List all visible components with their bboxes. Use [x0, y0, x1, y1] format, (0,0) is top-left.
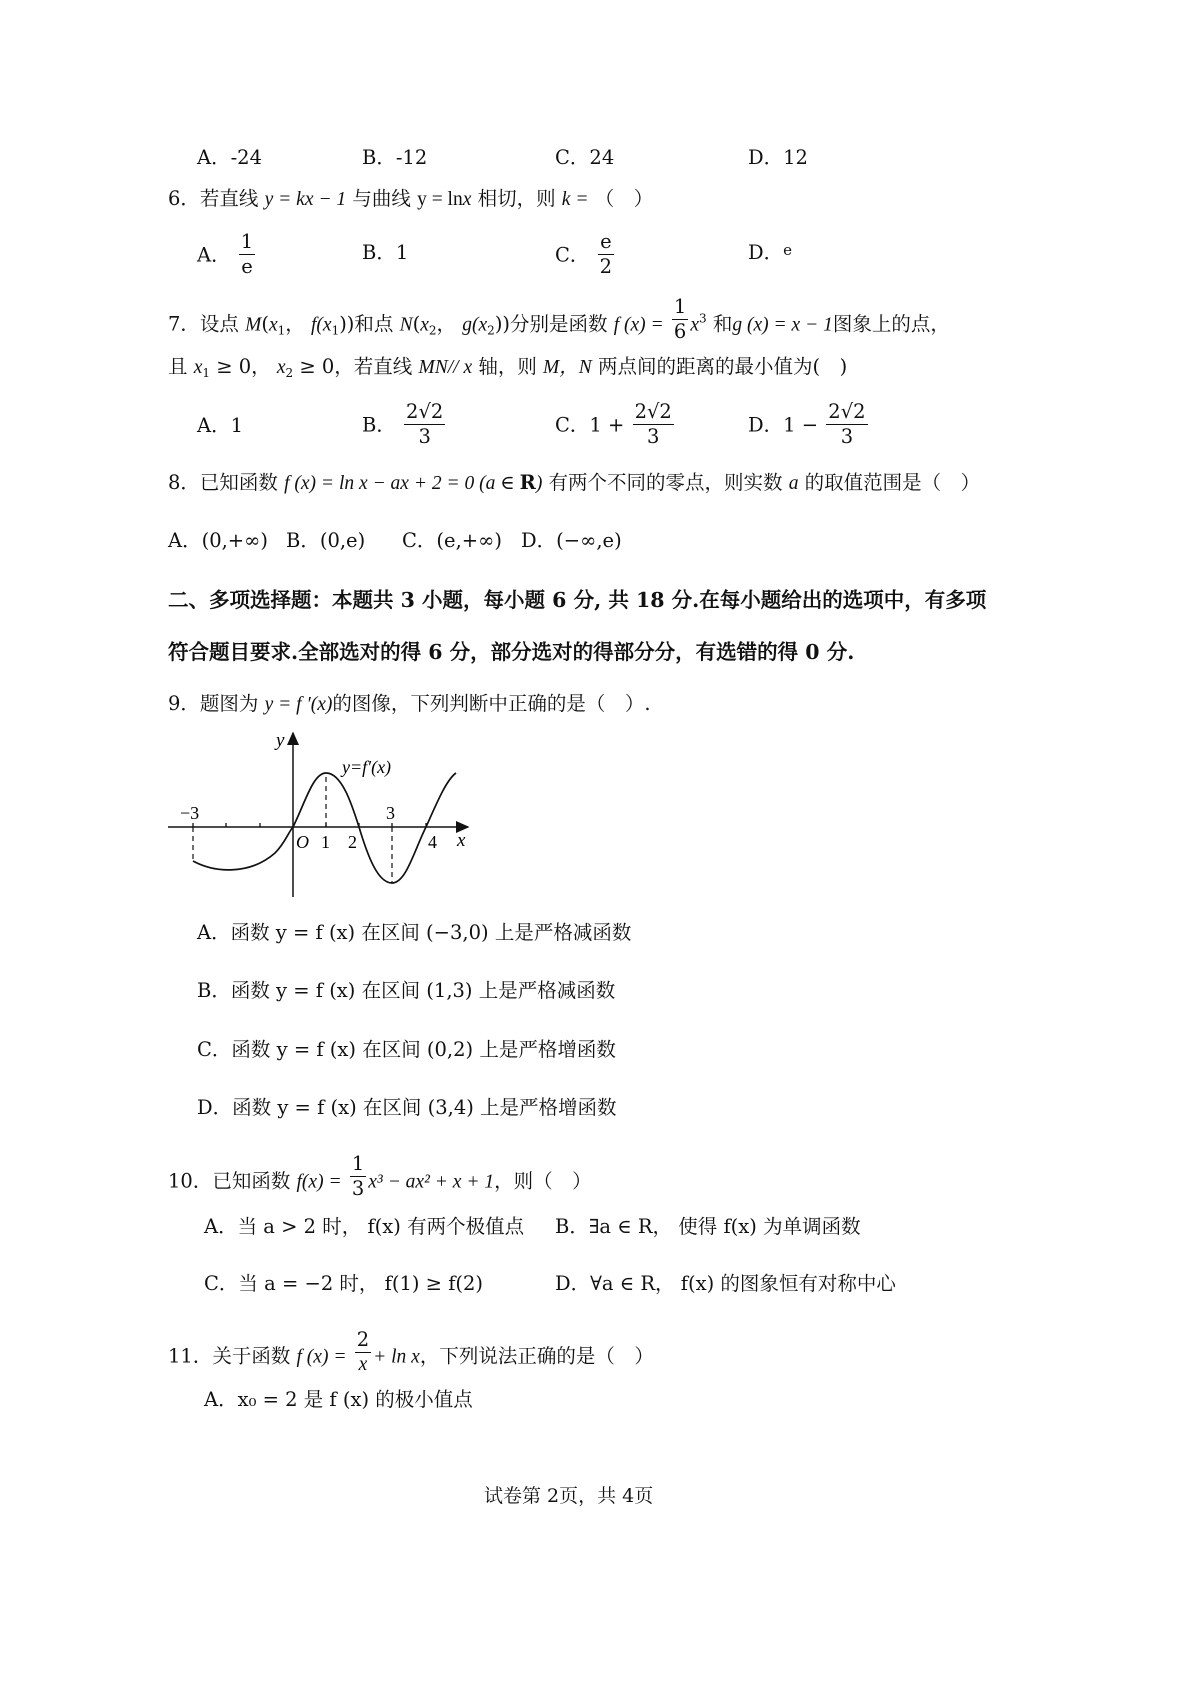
q7-MN: MN	[418, 357, 448, 378]
q6-option-d-val: e	[783, 241, 793, 259]
q7-line2-text: 且	[168, 355, 194, 378]
q11-frac-den: x	[358, 1354, 368, 1376]
q6-option-c-label: C．	[555, 243, 590, 267]
q10-option-d: D．∀a ∈ R， f(x) 的图象恒有对称中心	[555, 1272, 896, 1295]
q7-option-d-den: 3	[840, 425, 854, 449]
graph-tick-label-2: 2	[348, 832, 357, 852]
q7-x1: x	[268, 314, 278, 336]
q9-option-c: C．函数 y = f (x) 在区间 (0,2) 上是严格增函数	[197, 1038, 616, 1061]
q8-text-c: 的取值范围是（ ）	[798, 471, 981, 494]
q7-option-b	[362, 402, 447, 448]
q6-line-expr: y = kx − 1	[264, 189, 347, 210]
q9-option-b: B．函数 y = f (x) 在区间 (1,3) 上是严格减函数	[197, 979, 616, 1002]
q7-paren: (	[261, 312, 269, 336]
q7-text-c: ))分别是函数	[494, 312, 614, 336]
q7-option-c-num: 2√2	[633, 402, 674, 425]
q10-stem	[168, 1154, 592, 1200]
q7-fx-def: f (x) =	[613, 314, 664, 336]
q7-comma-b: ，	[436, 312, 457, 336]
graph-tick-label-3: 3	[386, 803, 395, 823]
q6-option-a-label: A．	[197, 243, 231, 267]
graph-tick-label-1: 1	[321, 832, 330, 852]
q7-option-d-label: D．	[748, 413, 784, 437]
q6-option-c-num: e	[598, 232, 614, 255]
q7-g: g	[462, 314, 473, 336]
q6-option-a-num: 1	[239, 232, 255, 255]
q8-option-a: A．(0,+∞)	[168, 529, 268, 552]
q7-option-b-label: B．	[362, 413, 396, 437]
q11-text-b: ，下列说法正确的是（ ）	[419, 1344, 654, 1368]
page-footer: 试卷第 2页，共 4页	[484, 1485, 654, 1507]
q7-option-b-num: 2√2	[404, 402, 445, 425]
q7-option-c-den: 3	[646, 425, 660, 449]
q7-frac-num: 1	[672, 297, 688, 320]
q6-option-b: B．1	[362, 241, 409, 264]
q9-derivative-graph	[160, 725, 490, 905]
q6-option-d	[748, 243, 792, 263]
q7-option-c	[555, 402, 676, 448]
q7-fx: (x	[316, 314, 332, 336]
q7-and: 和	[712, 312, 733, 336]
q8-text-b: 有两个不同的零点，则实数	[548, 471, 789, 494]
q6-option-a-den: e	[241, 255, 253, 279]
q7-option-a: A．1	[197, 414, 243, 437]
q6-blank: （ ）	[594, 187, 654, 210]
q7-frac-den: 6	[673, 320, 687, 344]
q7-stem-line1: 7．设点 $M(x_1$， $f(x_1)$)和点 $N(x_2$， $g(x_2)$)分别是函数 f (x) = $\frac{1}{6}$ $x^3$ 和g (x) = x − 1图象上的点，	[168, 295, 950, 344]
q8-a: a	[788, 473, 799, 494]
q7-xaxis: x	[463, 357, 473, 378]
q7-option-d-num: 2√2	[826, 402, 867, 425]
q10-text: 10．已知函数	[168, 1169, 297, 1193]
q7-option-c-pre: 1 +	[589, 413, 625, 437]
q9-option-a: A．函数 y = f (x) 在区间 (−3,0) 上是严格减函数	[197, 921, 632, 944]
q7-f: f	[310, 314, 317, 336]
q10-option-c: C．当 a = −2 时， f(1) ≥ f(2)	[204, 1272, 484, 1295]
q6-stem-text: 6．若直线	[168, 187, 265, 210]
graph-x-label: x	[457, 830, 466, 851]
q7-tail: 图象上的点，	[832, 312, 950, 336]
derivative-curve	[193, 773, 456, 883]
q6-option-d-label: D．	[748, 241, 784, 264]
q10-option-b: B．∃a ∈ R， 使得 f(x) 为单调函数	[555, 1215, 861, 1238]
q5-option-c: C．24	[555, 146, 615, 169]
q8-option-c: C．(e,+∞)	[402, 529, 502, 552]
q7-cond2: ≥ 0，若直线	[299, 355, 419, 378]
q7-line2-text-b: 轴，则	[472, 355, 544, 378]
q8-text: 8．已知函数	[168, 471, 285, 494]
q11-fx: f (x) =	[296, 1346, 347, 1368]
q8-stem	[168, 473, 980, 494]
q7-option-d	[748, 402, 870, 448]
q7-text: 7．设点	[168, 312, 246, 336]
q10-frac-num: 1	[350, 1154, 366, 1177]
q6-stem-text-c: 相切，则	[477, 187, 562, 210]
q10-frac-den: 3	[351, 1177, 365, 1201]
q9-text-b: 的图像，下列判断中正确的是（ ）.	[332, 692, 651, 715]
q7-option-d-pre: 1 −	[783, 413, 819, 437]
q8-R: R	[519, 471, 536, 494]
q6-option-c	[555, 232, 616, 278]
q8-option-b: B．(0,e)	[286, 529, 366, 552]
q5-option-a: A．-24	[197, 146, 262, 169]
graph-tick-label-m3: −3	[180, 803, 200, 823]
q8-expr: f (x) = ln x − ax + 2 = 0 (a ∈	[284, 473, 520, 494]
q7-M: M	[245, 314, 262, 336]
q6-curve-expr: y = ln	[417, 189, 463, 210]
section2-header-line1: 二、多项选择题：本题共 3 小题，每小题 6 分, 共 18 分.在每小题给出的选项中，有多项	[168, 588, 987, 612]
q9-expr: y = f ′(x)	[264, 694, 333, 715]
q6-stem-text-b: 与曲线	[352, 187, 418, 210]
q8-expr-end: )	[535, 473, 543, 494]
q6-option-a	[197, 232, 257, 278]
q7-x3: x	[690, 314, 699, 336]
q10-text-b: ，则（ ）	[494, 1169, 592, 1193]
q11-rest: + ln x	[373, 1346, 420, 1368]
graph-y-label: y	[276, 730, 285, 751]
q7-paren-b: (	[412, 312, 421, 336]
q10-rest: x³ − ax² + x + 1	[368, 1171, 495, 1193]
q6-option-c-den: 2	[599, 255, 613, 279]
section2-header-line2: 符合题目要求.全部选对的得 6 分，部分选对的得部分分，有选错的得 0 分.	[168, 640, 855, 664]
q11-frac-num: 2	[355, 1330, 371, 1353]
q7-option-b-den: 3	[418, 425, 431, 449]
q5-option-b: B．-12	[362, 146, 428, 169]
q11-option-a: A．x₀ = 2 是 f (x) 的极小值点	[204, 1388, 473, 1411]
q9-stem	[168, 694, 651, 715]
q11-text: 11．关于函数	[168, 1344, 297, 1368]
q10-option-a: A．当 a > 2 时， f(x) 有两个极值点	[204, 1215, 525, 1238]
q9-option-d: D．函数 y = f (x) 在区间 (3,4) 上是严格增函数	[197, 1096, 617, 1119]
graph-curve-label: y=f′(x)	[342, 757, 392, 777]
q7-line2-text-c: 两点间的距离的最小值为( )	[591, 355, 848, 378]
q9-text: 9．题图为	[168, 692, 265, 715]
q6-k: k =	[561, 189, 589, 210]
graph-tick-label-4: 4	[428, 832, 437, 852]
q7-N: N	[399, 314, 413, 336]
q7-gx-def: g (x) = x − 1	[732, 314, 833, 336]
q7-stem-line2: 且 $x_1 \ge 0$， $x_2 \ge 0$，若直线 MN// x 轴，则 M，N 两点间的距离的最小值为( )	[168, 355, 848, 380]
q6-stem	[168, 189, 653, 210]
q7-gx: (x	[472, 314, 488, 336]
graph-origin-label: O	[296, 832, 309, 852]
q11-stem	[168, 1330, 654, 1376]
q7-cond1: ≥ 0，	[216, 355, 271, 378]
q8-option-d: D．(−∞,e)	[521, 529, 622, 552]
q10-fx: f(x) =	[296, 1171, 342, 1193]
q7-MN2: M，N	[543, 357, 592, 378]
q7-comma: ，	[285, 312, 305, 336]
q6-curve-x: x	[462, 189, 472, 210]
q5-option-d: D．12	[748, 146, 808, 169]
q7-option-c-label: C．	[555, 413, 590, 437]
q7-text-b: ))和点	[339, 312, 400, 336]
q7-parallel: //	[447, 357, 464, 378]
q7-x2: x	[420, 314, 429, 336]
